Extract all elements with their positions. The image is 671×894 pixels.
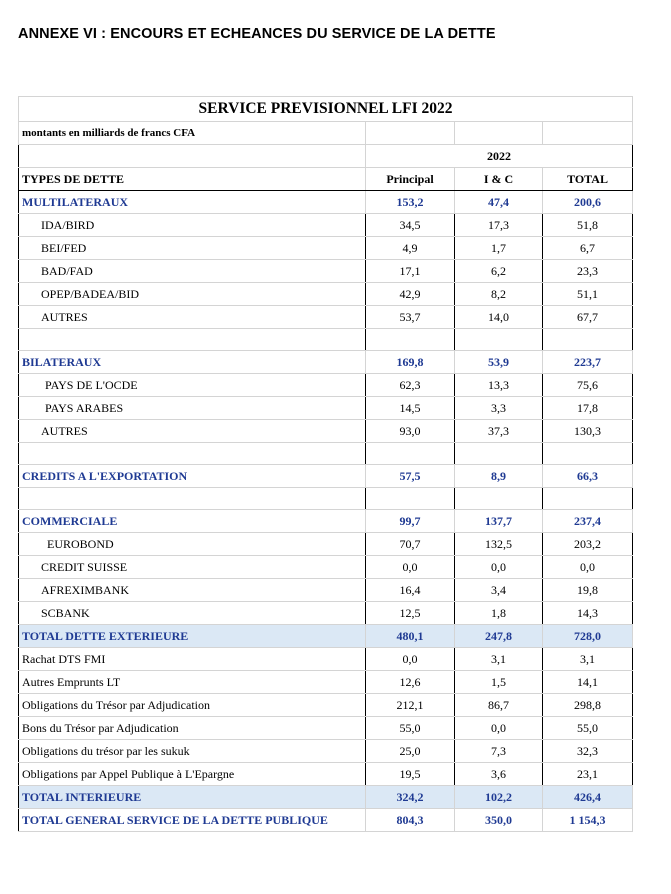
principal-cell: 14,5 — [366, 397, 455, 420]
principal-cell: 0,0 — [366, 556, 455, 579]
table-row — [19, 648, 633, 671]
principal-cell: 62,3 — [366, 374, 455, 397]
principal-cell: 42,9 — [366, 283, 455, 306]
table-row — [19, 602, 633, 625]
principal-cell: 99,7 — [366, 510, 455, 533]
row-label: OPEP/BADEA/BID — [19, 283, 366, 306]
total-cell: 51,8 — [543, 214, 633, 237]
table-row — [19, 510, 633, 533]
ic-cell: 3,6 — [455, 763, 543, 786]
debt-service-table — [18, 96, 633, 832]
ic-cell: 6,2 — [455, 260, 543, 283]
ic-cell: 102,2 — [455, 786, 543, 809]
empty-cell — [543, 488, 633, 510]
row-label: TOTAL INTERIEURE — [19, 786, 366, 809]
total-cell: 728,0 — [543, 625, 633, 648]
year-header-row — [19, 145, 633, 168]
empty-cell — [455, 488, 543, 510]
row-label: PAYS ARABES — [19, 397, 366, 420]
principal-cell: 0,0 — [366, 648, 455, 671]
total-cell: 223,7 — [543, 351, 633, 374]
ic-cell: 47,4 — [455, 191, 543, 214]
principal-cell: 4,9 — [366, 237, 455, 260]
principal-cell: 70,7 — [366, 533, 455, 556]
ic-cell: 8,9 — [455, 465, 543, 488]
ic-cell: 0,0 — [455, 556, 543, 579]
row-label: AUTRES — [19, 420, 366, 443]
total-row — [19, 625, 633, 648]
principal-cell: 480,1 — [366, 625, 455, 648]
principal-cell: 169,8 — [366, 351, 455, 374]
ic-cell: 137,7 — [455, 510, 543, 533]
table-row — [19, 740, 633, 763]
page-title: ANNEXE VI : ENCOURS ET ECHEANCES DU SERVICE DE LA DETTE — [18, 26, 496, 42]
principal-cell: 34,5 — [366, 214, 455, 237]
principal-cell: 57,5 — [366, 465, 455, 488]
ic-cell: 37,3 — [455, 420, 543, 443]
ic-cell: 1,5 — [455, 671, 543, 694]
empty-cell — [366, 122, 455, 145]
ic-cell: 3,4 — [455, 579, 543, 602]
row-label: AFREXIMBANK — [19, 579, 366, 602]
year-header: 2022 — [366, 145, 633, 168]
grand-total-row — [19, 809, 633, 832]
row-label: EUROBOND — [19, 533, 366, 556]
table-row — [19, 283, 633, 306]
row-label: BILATERAUX — [19, 351, 366, 374]
total-cell: 32,3 — [543, 740, 633, 763]
ic-cell: 1,8 — [455, 602, 543, 625]
empty-cell — [366, 488, 455, 510]
row-label: MULTILATERAUX — [19, 191, 366, 214]
total-cell: 51,1 — [543, 283, 633, 306]
total-cell: 14,1 — [543, 671, 633, 694]
row-label: TOTAL GENERAL SERVICE DE LA DETTE PUBLIQUE — [19, 809, 366, 832]
blank-row — [19, 488, 633, 510]
column-header-total: TOTAL — [543, 168, 633, 191]
table-row — [19, 306, 633, 329]
empty-cell — [19, 329, 366, 351]
total-cell: 14,3 — [543, 602, 633, 625]
row-label: Obligations par Appel Publique à L'Epargne — [19, 763, 366, 786]
table-row — [19, 717, 633, 740]
total-cell: 17,8 — [543, 397, 633, 420]
principal-cell: 804,3 — [366, 809, 455, 832]
row-label: PAYS DE L'OCDE — [19, 374, 366, 397]
row-label: CREDIT SUISSE — [19, 556, 366, 579]
total-cell: 200,6 — [543, 191, 633, 214]
total-cell: 130,3 — [543, 420, 633, 443]
empty-cell — [19, 488, 366, 510]
row-label: AUTRES — [19, 306, 366, 329]
table-row — [19, 465, 633, 488]
principal-cell: 324,2 — [366, 786, 455, 809]
total-cell: 3,1 — [543, 648, 633, 671]
table-row — [19, 763, 633, 786]
principal-cell: 17,1 — [366, 260, 455, 283]
empty-cell — [455, 443, 543, 465]
total-cell: 426,4 — [543, 786, 633, 809]
principal-cell: 93,0 — [366, 420, 455, 443]
principal-cell: 16,4 — [366, 579, 455, 602]
ic-cell: 1,7 — [455, 237, 543, 260]
row-label: CREDITS A L'EXPORTATION — [19, 465, 366, 488]
column-header-ic: I & C — [455, 168, 543, 191]
table-row — [19, 214, 633, 237]
blank-row — [19, 329, 633, 351]
ic-cell: 132,5 — [455, 533, 543, 556]
principal-cell: 12,6 — [366, 671, 455, 694]
row-label: IDA/BIRD — [19, 214, 366, 237]
total-cell: 237,4 — [543, 510, 633, 533]
total-cell: 67,7 — [543, 306, 633, 329]
principal-cell: 25,0 — [366, 740, 455, 763]
total-cell: 0,0 — [543, 556, 633, 579]
units-label: montants en milliards de francs CFA — [19, 122, 366, 145]
column-header-row — [19, 168, 633, 191]
row-label: Obligations du trésor par les sukuk — [19, 740, 366, 763]
total-cell: 298,8 — [543, 694, 633, 717]
total-cell: 66,3 — [543, 465, 633, 488]
table-row — [19, 671, 633, 694]
table-title-row — [19, 97, 633, 122]
total-cell: 55,0 — [543, 717, 633, 740]
empty-cell — [543, 329, 633, 351]
total-cell: 23,1 — [543, 763, 633, 786]
table-row — [19, 351, 633, 374]
empty-cell — [455, 329, 543, 351]
row-label: Rachat DTS FMI — [19, 648, 366, 671]
table-row — [19, 260, 633, 283]
table-row — [19, 420, 633, 443]
total-cell: 1 154,3 — [543, 809, 633, 832]
table-row — [19, 579, 633, 602]
ic-cell: 350,0 — [455, 809, 543, 832]
ic-cell: 8,2 — [455, 283, 543, 306]
principal-cell: 212,1 — [366, 694, 455, 717]
total-cell: 6,7 — [543, 237, 633, 260]
row-label: BAD/FAD — [19, 260, 366, 283]
row-label: TOTAL DETTE EXTERIEURE — [19, 625, 366, 648]
principal-cell: 153,2 — [366, 191, 455, 214]
ic-cell: 53,9 — [455, 351, 543, 374]
empty-cell — [19, 443, 366, 465]
ic-cell: 13,3 — [455, 374, 543, 397]
table-row — [19, 694, 633, 717]
ic-cell: 86,7 — [455, 694, 543, 717]
ic-cell: 17,3 — [455, 214, 543, 237]
total-cell: 75,6 — [543, 374, 633, 397]
empty-cell — [543, 443, 633, 465]
ic-cell: 0,0 — [455, 717, 543, 740]
row-label: Bons du Trésor par Adjudication — [19, 717, 366, 740]
ic-cell: 247,8 — [455, 625, 543, 648]
ic-cell: 7,3 — [455, 740, 543, 763]
empty-cell — [366, 329, 455, 351]
empty-cell — [366, 443, 455, 465]
total-row — [19, 786, 633, 809]
row-label: COMMERCIALE — [19, 510, 366, 533]
table-row — [19, 397, 633, 420]
principal-cell: 12,5 — [366, 602, 455, 625]
principal-cell: 53,7 — [366, 306, 455, 329]
column-header-type: TYPES DE DETTE — [19, 168, 366, 191]
table-row — [19, 191, 633, 214]
table-title: SERVICE PREVISIONNEL LFI 2022 — [19, 97, 633, 122]
empty-cell — [543, 122, 633, 145]
row-label: BEI/FED — [19, 237, 366, 260]
ic-cell: 3,1 — [455, 648, 543, 671]
ic-cell: 14,0 — [455, 306, 543, 329]
total-cell: 19,8 — [543, 579, 633, 602]
empty-cell — [455, 122, 543, 145]
units-row — [19, 122, 633, 145]
total-cell: 203,2 — [543, 533, 633, 556]
row-label: Obligations du Trésor par Adjudication — [19, 694, 366, 717]
column-header-principal: Principal — [366, 168, 455, 191]
table-row — [19, 374, 633, 397]
principal-cell: 55,0 — [366, 717, 455, 740]
table-row — [19, 556, 633, 579]
table-row — [19, 237, 633, 260]
ic-cell: 3,3 — [455, 397, 543, 420]
empty-cell — [19, 145, 366, 168]
row-label: SCBANK — [19, 602, 366, 625]
principal-cell: 19,5 — [366, 763, 455, 786]
row-label: Autres Emprunts LT — [19, 671, 366, 694]
total-cell: 23,3 — [543, 260, 633, 283]
table-row — [19, 533, 633, 556]
blank-row — [19, 443, 633, 465]
